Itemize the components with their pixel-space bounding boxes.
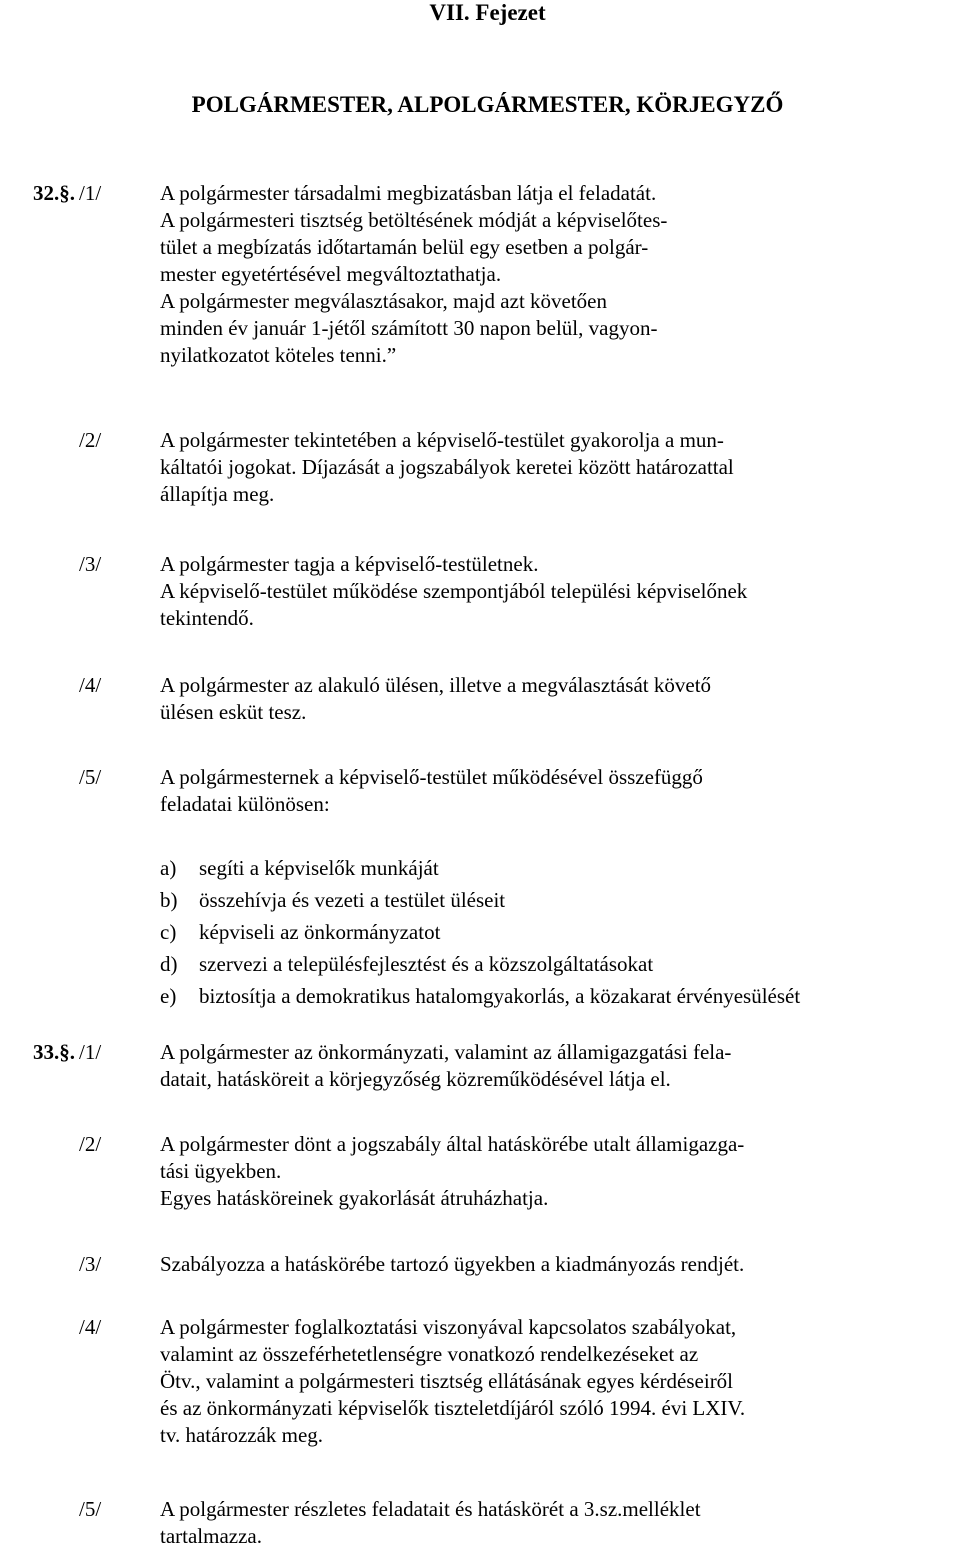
duties-list [160, 852, 960, 1012]
paragraph-label: /3/ [79, 552, 102, 576]
list-text: biztosítja a demokratikus hatalomgyakorlás, a közakarat érvényesülését [199, 984, 801, 1008]
paragraph-label: /4/ [79, 673, 102, 697]
text-line: minden év január 1-jétől számított 30 napon belül, vagyon- [160, 316, 658, 340]
list-item [160, 916, 960, 948]
paragraph-label: /2/ [79, 428, 102, 452]
text-line: A polgármesternek a képviselő-testület működésével összefüggő [160, 765, 703, 789]
text-line: A képviselő-testület működése szempontjából települési képviselőnek [160, 579, 748, 603]
paragraph-label: /2/ [79, 1132, 102, 1156]
paragraph-label: /5/ [79, 765, 102, 789]
list-item [160, 852, 960, 884]
text-line: ülésen esküt tesz. [160, 700, 307, 724]
text-line: állapítja meg. [160, 482, 275, 506]
paragraph-label: /5/ [79, 1497, 102, 1521]
text-line: feladatai különösen: [160, 792, 330, 816]
text-line: A polgármester megválasztásakor, majd azt követően [160, 289, 607, 313]
text-line: A polgármester az önkormányzati, valamint az államigazgatási fela- [160, 1040, 732, 1064]
section-number-32: 32.§. [33, 181, 75, 205]
text-line: tület a megbízatás időtartamán belül egy esetben a polgár- [160, 235, 649, 259]
paragraph-label: /3/ [79, 1252, 102, 1276]
paragraph-text [160, 427, 955, 508]
list-marker: c) [160, 920, 177, 944]
text-line: káltatói jogokat. Díjazását a jogszabályok keretei között határozattal [160, 455, 734, 479]
text-line: A polgármester dönt a jogszabály által hatáskörébe utalt államigazga- [160, 1132, 745, 1156]
paragraph-text [160, 1039, 955, 1093]
list-marker: d) [160, 952, 178, 976]
list-marker: a) [160, 856, 177, 880]
paragraph-text [160, 1496, 955, 1550]
list-text: összehívja és vezeti a testület üléseit [199, 888, 506, 912]
list-text: szervezi a településfejlesztést és a közszolgáltatásokat [199, 952, 654, 976]
paragraph-text [160, 551, 955, 632]
paragraph-label: /1/ [79, 1040, 102, 1064]
text-line: A polgármester részletes feladatait és hatáskörét a 3.sz.melléklet [160, 1497, 701, 1521]
text-line: A polgármester az alakuló ülésen, illetve a megválasztását követő [160, 673, 712, 697]
text-line: Ötv., valamint a polgármesteri tisztség ellátásának egyes kérdéseiről [160, 1369, 734, 1393]
paragraph-label: /1/ [79, 181, 102, 205]
paragraph-text [160, 1314, 955, 1449]
chapter-subtitle: POLGÁRMESTER, ALPOLGÁRMESTER, KÖRJEGYZŐ [191, 92, 784, 117]
text-line: valamint az összeférhetetlenségre vonatkozó rendelkezéseket az [160, 1342, 699, 1366]
text-line: tási ügyekben. [160, 1159, 282, 1183]
text-line: mester egyetértésével megváltoztathatja. [160, 262, 502, 286]
text-line: datait, hatásköreit a körjegyzőség közreműködésével látja el. [160, 1067, 671, 1091]
list-marker: b) [160, 888, 178, 912]
text-line: Egyes hatásköreinek gyakorlását átruházhatja. [160, 1186, 549, 1210]
text-line: nyilatkozatot köteles tenni.” [160, 343, 397, 367]
text-line: tekintendő. [160, 606, 254, 630]
text-line: A polgármester tagja a képviselő-testületnek. [160, 552, 539, 576]
paragraph-text [160, 1131, 955, 1212]
paragraph-text [160, 180, 955, 369]
list-text: segíti a képviselők munkáját [199, 856, 439, 880]
chapter-title: VII. Fejezet [429, 0, 546, 25]
text-line: Szabályozza a hatáskörébe tartozó ügyekben a kiadmányozás rendjét. [160, 1252, 745, 1276]
list-text: képviseli az önkormányzatot [199, 920, 441, 944]
paragraph-text [160, 672, 955, 726]
text-line: tv. határozzák meg. [160, 1423, 324, 1447]
text-line: A polgármester foglalkoztatási viszonyával kapcsolatos szabályokat, [160, 1315, 737, 1339]
text-line: tartalmazza. [160, 1524, 263, 1548]
section-number-33: 33.§. [33, 1040, 75, 1064]
list-item [160, 948, 960, 980]
text-line: A polgármester tekintetében a képviselő-testület gyakorolja a mun- [160, 428, 724, 452]
list-item [160, 980, 960, 1012]
text-line: A polgármester társadalmi megbizatásban látja el feladatát. [160, 181, 657, 205]
text-line: A polgármesteri tisztség betöltésének módját a képviselőtes- [160, 208, 668, 232]
text-line: és az önkormányzati képviselők tiszteletdíjáról szóló 1994. évi LXIV. [160, 1396, 746, 1420]
paragraph-label: /4/ [79, 1315, 102, 1339]
paragraph-text [160, 1251, 955, 1278]
paragraph-text [160, 764, 955, 818]
list-marker: e) [160, 984, 177, 1008]
list-item [160, 884, 960, 916]
